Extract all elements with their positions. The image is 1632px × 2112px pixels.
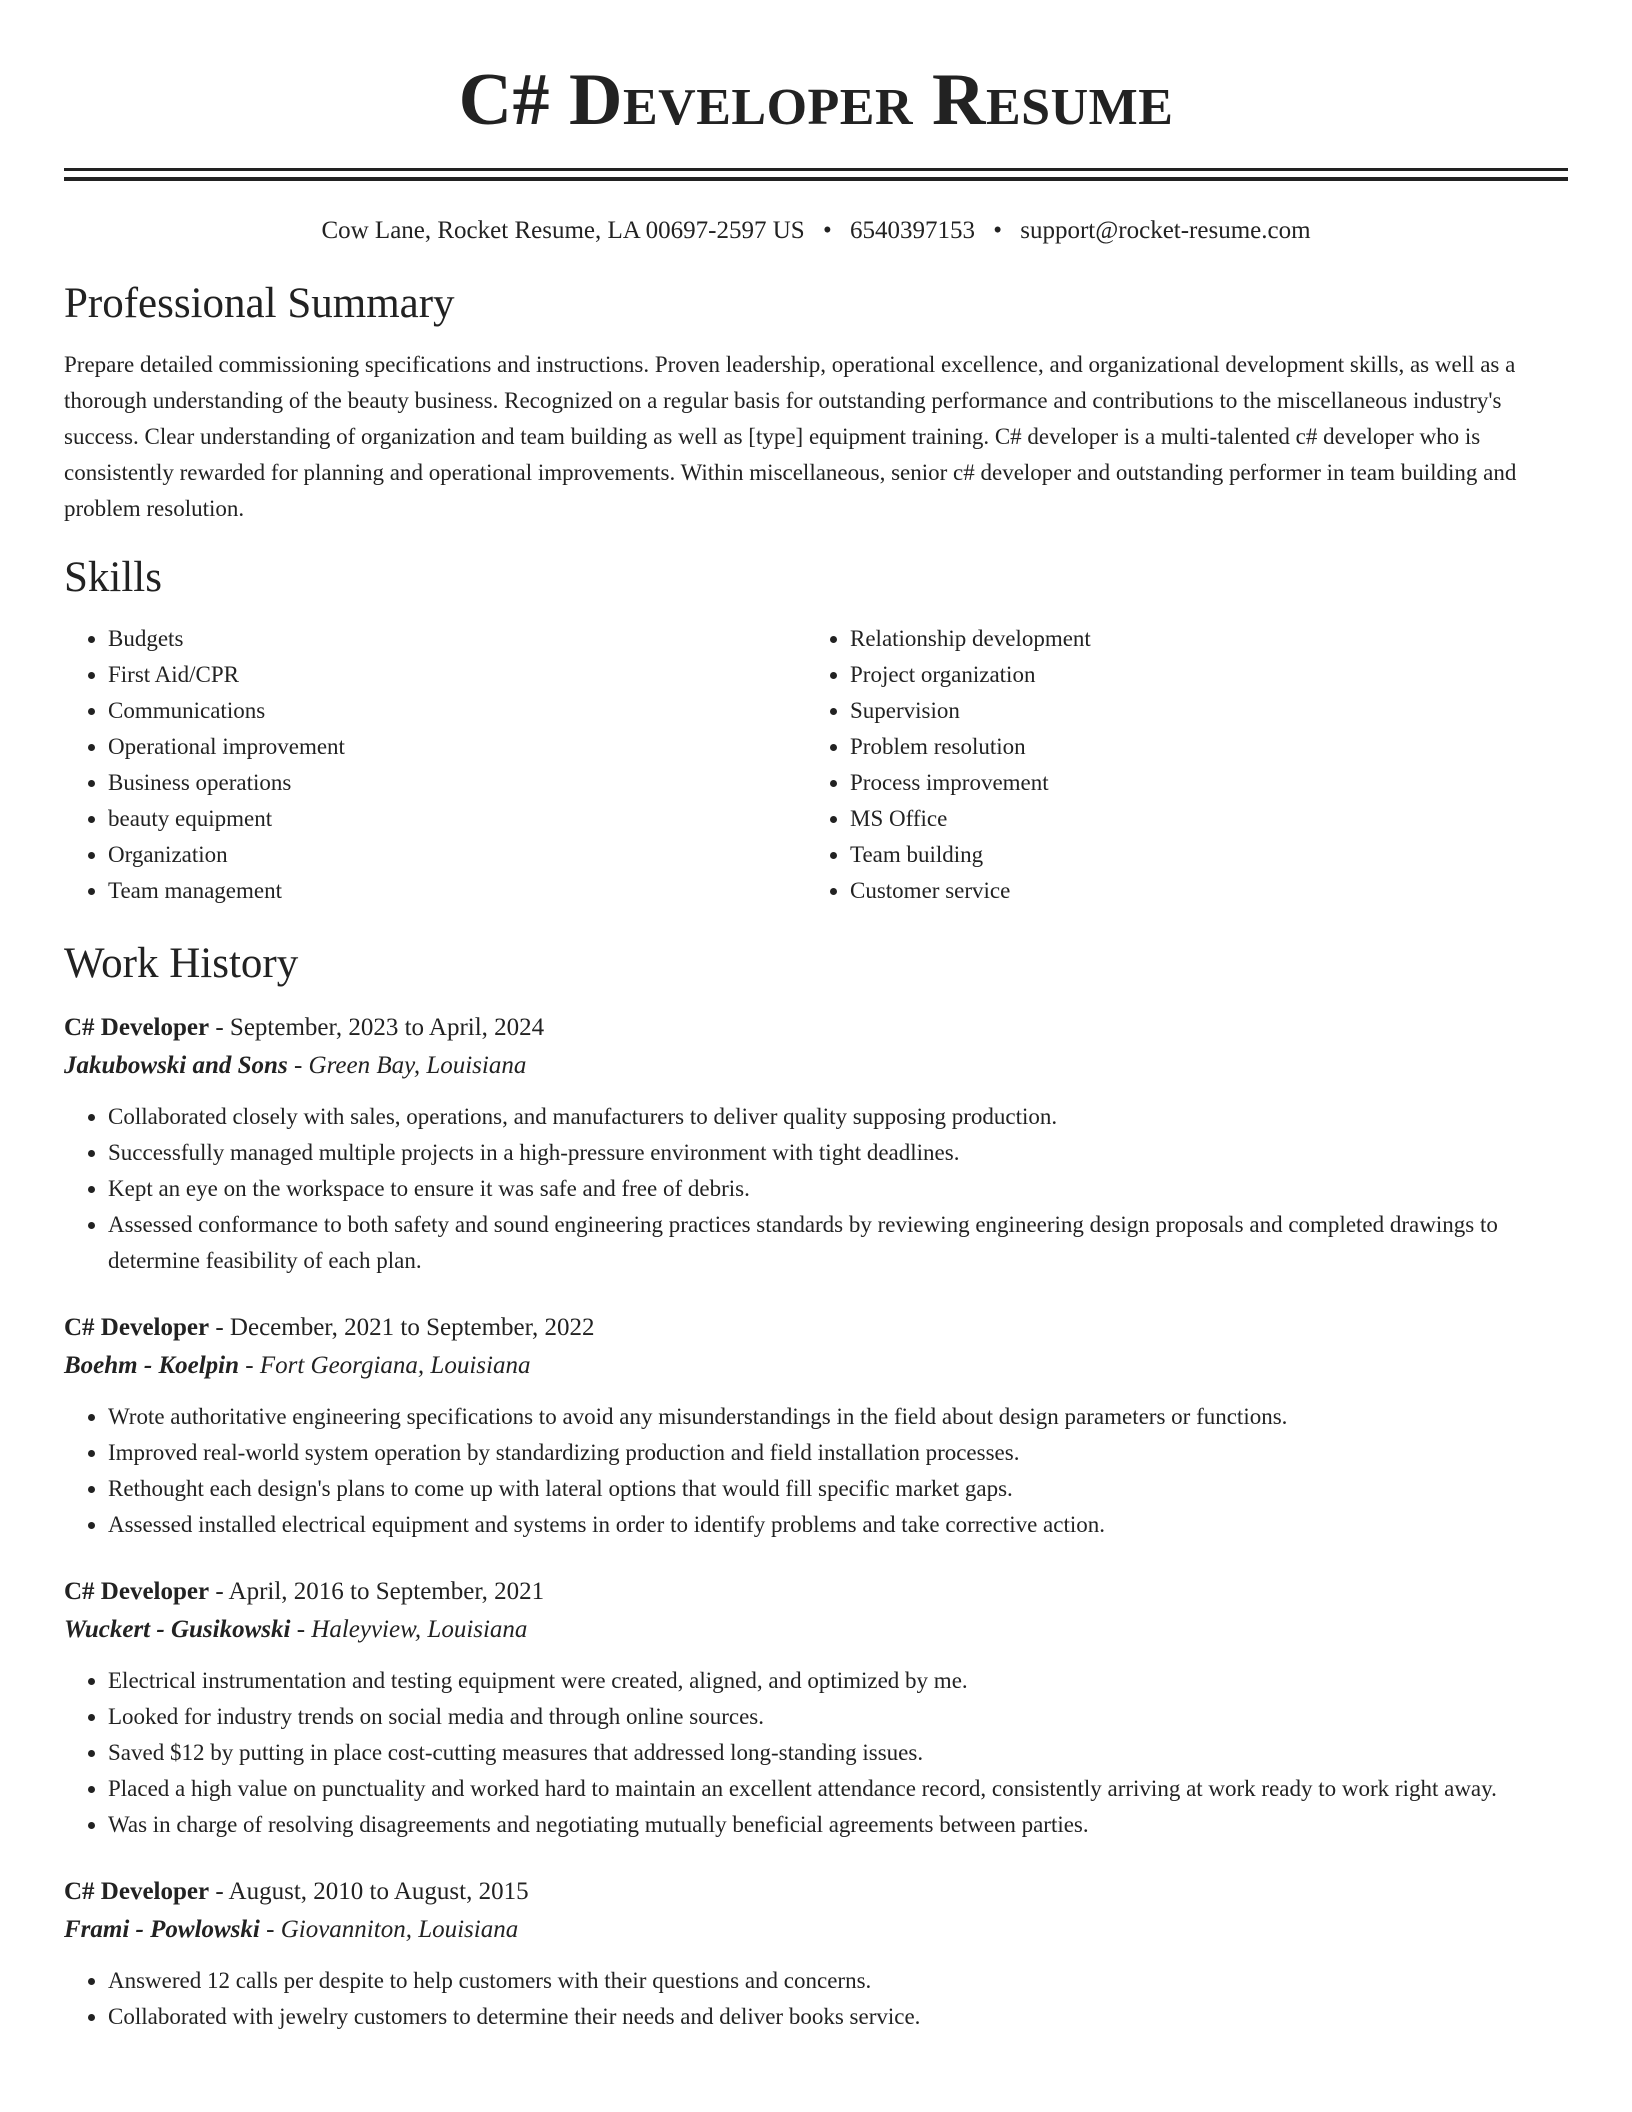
job-bullet: • Wrote authoritative engineering specifications to avoid any misunderstandings in the field about design parameters or functions. [108,1399,1568,1435]
job-bullet: • Rethought each design's plans to come up with lateral options that would fill specific market gaps. [108,1471,1568,1507]
job-bullet: • Kept an eye on the workspace to ensure it was safe and free of debris. [108,1171,1568,1207]
job-entry [64,1009,1568,1279]
job-company-line [64,1047,1568,1085]
job-bullets [64,1663,1568,1843]
job-entry [64,1309,1568,1543]
skill-item: • Operational improvement [108,729,806,765]
job-location: - Fort Georgiana, Louisiana [239,1352,531,1379]
title-rule-top [64,168,1568,171]
skills-column-right [806,621,1548,909]
work-history-heading: Work History [64,940,299,987]
job-role: C# Developer [64,1314,210,1341]
job-bullet: • Successfully managed multiple projects in a high-pressure environment with tight deadlines. [108,1135,1568,1171]
skill-item: • Project organization [850,657,1548,693]
job-bullets [64,1963,1568,2035]
resume-title: C# Developer Resume [458,59,1174,141]
contact-email: support@rocket-resume.com [1020,217,1311,244]
job-bullet: • Electrical instrumentation and testing equipment were created, aligned, and optimized by me. [108,1663,1568,1699]
job-company-line [64,1611,1568,1649]
job-entry [64,1573,1568,1843]
job-title-line [64,1009,1568,1047]
job-dates: - September, 2023 to April, 2024 [209,1014,545,1041]
job-dates: - April, 2016 to September, 2021 [209,1578,545,1605]
skill-item: • Organization [108,837,806,873]
skill-item: • Customer service [850,873,1548,909]
job-dates: - August, 2010 to August, 2015 [209,1878,529,1905]
job-bullet: • Saved $12 by putting in place cost-cutting measures that addressed long-standing issues. [108,1735,1568,1771]
job-role: C# Developer [64,1878,210,1905]
skill-item: • First Aid/CPR [108,657,806,693]
job-bullet: • Placed a high value on punctuality and worked hard to maintain an excellent attendance record, consistently arriving at work ready to work right away. [108,1771,1568,1807]
job-bullet: • Looked for industry trends on social media and through online sources. [108,1699,1568,1735]
contact-phone: 6540397153 [849,217,975,244]
skills-heading: Skills [64,554,162,601]
skills-column-left [64,621,806,909]
job-company-line [64,1911,1568,1949]
job-entry [64,1873,1568,2035]
contact-address: Cow Lane, Rocket Resume, LA 00697-2597 US [321,217,805,244]
skill-item: • Communications [108,693,806,729]
skill-item: • Relationship development [850,621,1548,657]
job-company: Frami - Powlowski [64,1916,260,1943]
job-bullet: • Improved real-world system operation by standardizing production and field installation processes. [108,1435,1568,1471]
job-bullet: • Assessed installed electrical equipment and systems in order to identify problems and take corrective action. [108,1507,1568,1543]
job-bullet: • Answered 12 calls per despite to help customers with their questions and concerns. [108,1963,1568,1999]
job-company: Boehm - Koelpin [64,1352,240,1379]
job-dates: - December, 2021 to September, 2022 [209,1314,595,1341]
skill-item: • Team management [108,873,806,909]
summary-text: Prepare detailed commissioning specifications and instructions. Proven leadership, operational excellence, and organizational development skills, as well as a thorough understanding of the beauty business. Recognized on a regular basis for outstanding performance and contributions to the miscellaneous industry's success. Clear understanding of organization and team building as well as [type] equipment training. C# developer is a multi-talented c# developer who is consistently rewarded for planning and operational improvements. Within miscellaneous, senior c# developer and outstanding performer in team building and problem resolution. [64,352,1517,521]
job-bullets [64,1399,1568,1543]
job-location: - Giovanniton, Louisiana [259,1916,519,1943]
job-company: Jakubowski and Sons [64,1052,288,1079]
skills-grid [64,621,1568,909]
job-bullets [64,1099,1568,1279]
contact-separator: • [822,217,832,244]
job-location: - Green Bay, Louisiana [287,1052,527,1079]
skill-item: • beauty equipment [108,801,806,837]
job-bullet: • Collaborated with jewelry customers to determine their needs and deliver books service. [108,1999,1568,2035]
contact-separator: • [993,217,1002,244]
title-rule-bottom [64,177,1568,181]
resume-page [64,0,1568,2035]
job-company: Wuckert - Gusikowski [64,1616,291,1643]
job-bullet: • Assessed conformance to both safety and sound engineering practices standards by reviewing engineering design proposals and completed drawings to determine feasibility of each plan. [108,1207,1568,1279]
job-bullet: • Was in charge of resolving disagreements and negotiating mutually beneficial agreements between parties. [108,1807,1568,1843]
skill-item: • Problem resolution [850,729,1548,765]
job-title-line [64,1873,1568,1911]
skill-item: • Process improvement [850,765,1548,801]
job-title-line [64,1309,1568,1347]
skill-item: • Budgets [108,621,806,657]
skill-item: • Business operations [108,765,806,801]
job-company-line [64,1347,1568,1385]
skill-item: • Team building [850,837,1548,873]
job-role: C# Developer [64,1014,210,1041]
skill-item: • Supervision [850,693,1548,729]
summary-heading: Professional Summary [64,280,455,327]
job-bullet: • Collaborated closely with sales, operations, and manufacturers to deliver quality supposing production. [108,1099,1568,1135]
job-role: C# Developer [64,1578,210,1605]
job-location: - Haleyview, Louisiana [290,1616,528,1643]
job-title-line [64,1573,1568,1611]
skill-item: • MS Office [850,801,1548,837]
contact-line [64,215,1568,247]
